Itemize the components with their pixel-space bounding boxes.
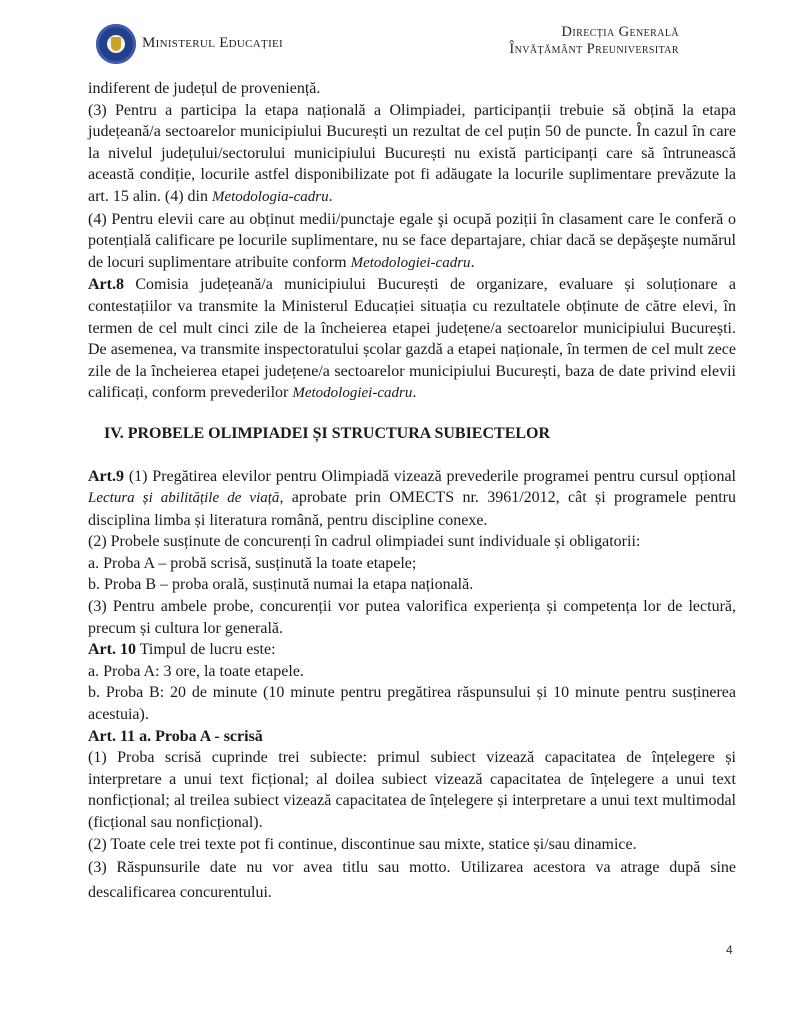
text: . bbox=[328, 187, 333, 205]
text: . bbox=[412, 384, 417, 402]
paragraph bbox=[88, 100, 736, 209]
page-header bbox=[0, 0, 791, 80]
text: . bbox=[470, 253, 475, 271]
article-9 bbox=[88, 466, 736, 532]
text: , aprobate prin OMECTS nr. 3961/2012, cât și programele pentru disciplina limba și literatura română, pentru discipline conexe. bbox=[88, 489, 737, 529]
italic-text: Metodologia-cadru bbox=[211, 188, 329, 205]
ministry-name: Ministerul Educației bbox=[142, 35, 284, 51]
text: (4) Pentru elevii care au obținut medii/punctaje egale şi ocupă poziții în clasament care le conferă o potențială calificare pe locurile suplimentare, nu se face departajare, chiar dacă se depăşeşte numărul de locuri suplimentare atribuite conform bbox=[88, 210, 736, 271]
paragraph: (1) Proba scrisă cuprinde trei subiecte: primul subiect vizează capacitatea de înțelegere și interpretare a unui text ficțional; al doilea subiect vizează capacitatea de înțelegere a unui text nonficțional; al treilea subiect vizează capacitatea de înțelegere și interpretare a unui text multimodal (ficțional sau nonficțional). bbox=[88, 749, 736, 831]
paragraph: (2) Toate cele trei texte pot fi continue, discontinue sau mixte, statice și/sau dinamice. bbox=[88, 835, 637, 853]
document-body bbox=[88, 78, 736, 905]
article-label: Art. 10 bbox=[88, 641, 136, 659]
article-11-heading bbox=[88, 726, 736, 748]
spacer bbox=[88, 445, 736, 466]
text: (1) Pregătirea elevilor pentru Olimpiadă vizează prevederile programei pentru cursul opțional bbox=[123, 467, 736, 485]
italic-text: Metodologiei-cadru bbox=[350, 254, 471, 271]
article-label: Art.8 bbox=[88, 276, 124, 294]
paragraph: (3) Pentru ambele probe, concurenții vor putea valorifica experiența și competența lor de lectură, precum și cultura lor generală. bbox=[88, 598, 736, 637]
article-8 bbox=[88, 274, 736, 405]
list-item: b. Proba B: 20 de minute (10 minute pentru pregătirea răspunsului și 10 minute pentru susținerea acestuia). bbox=[88, 684, 736, 724]
text: Timpul de lucru este: bbox=[135, 641, 276, 659]
list-item: a. Proba A: 3 ore, la toate etapele. bbox=[88, 662, 304, 680]
paragraph: (2) Probele susținute de concurenți în cadrul olimpiadei sunt individuale și obligatorii: bbox=[88, 533, 641, 551]
paragraph bbox=[88, 209, 736, 275]
section-heading: IV. PROBELE OLIMPIADEI ȘI STRUCTURA SUBIECTELOR bbox=[104, 424, 551, 442]
italic-text: Lectura și abilitățile de viață bbox=[88, 490, 280, 507]
italic-text: Metodologiei-cadru bbox=[292, 385, 413, 402]
text: (3) Pentru a participa la etapa națională a Olimpiadei, participanții trebuie să obțină la etapa județeană/a sectoarelor municipiului București un rezultat de cel puțin 50 de puncte. În cazul în care la nivelul județului/sectorului municipiului București nu există participanți care să întrunească această condiție, locurile astfel disponibilizate pot fi adăugate la locurile suplimentare prevăzute la art. 15 alin. (4) din bbox=[88, 101, 736, 205]
paragraph: (3) Răspunsurile date nu vor avea titlu sau motto. Utilizarea acestora va atrage după sine descalificarea concurentului. bbox=[88, 859, 736, 902]
coat-of-arms-icon bbox=[111, 37, 121, 51]
list-item: a. Proba A – probă scrisă, susținută la toate etapele; bbox=[88, 554, 417, 572]
article-label: Art. 11 a. Proba A - scrisă bbox=[88, 727, 263, 745]
paragraph: indiferent de județul de proveniență. bbox=[88, 80, 321, 97]
directorate-line-1: Direcția Generală bbox=[561, 24, 679, 40]
article-10 bbox=[88, 639, 736, 661]
article-label: Art.9 bbox=[88, 467, 124, 485]
text: Comisia județeană/a municipiului București de organizare, evaluare și soluționare a contestațiilor va transmite la Ministerul Educației situația cu rezultatele obținute de către elevi, în termen de cel mult cinci zile de la încheierea etapei județene/a sectoarelor municipiului București. De asemenea, va transmite inspectoratului școlar gazdă a etapei naționale, în termen de cel mult zece zile de la încheierea etapei județene/a sectoarelor municipiului București, baza de date privind elevii calificați, conform prevederilor bbox=[88, 276, 736, 402]
list-item: b. Proba B – proba orală, susținută numai la etapa națională. bbox=[88, 576, 474, 594]
directorate-name bbox=[509, 24, 679, 58]
directorate-line-2: Învățământ Preuniversitar bbox=[509, 41, 679, 57]
government-crest-icon bbox=[96, 24, 136, 64]
page-number: 4 bbox=[726, 943, 733, 957]
